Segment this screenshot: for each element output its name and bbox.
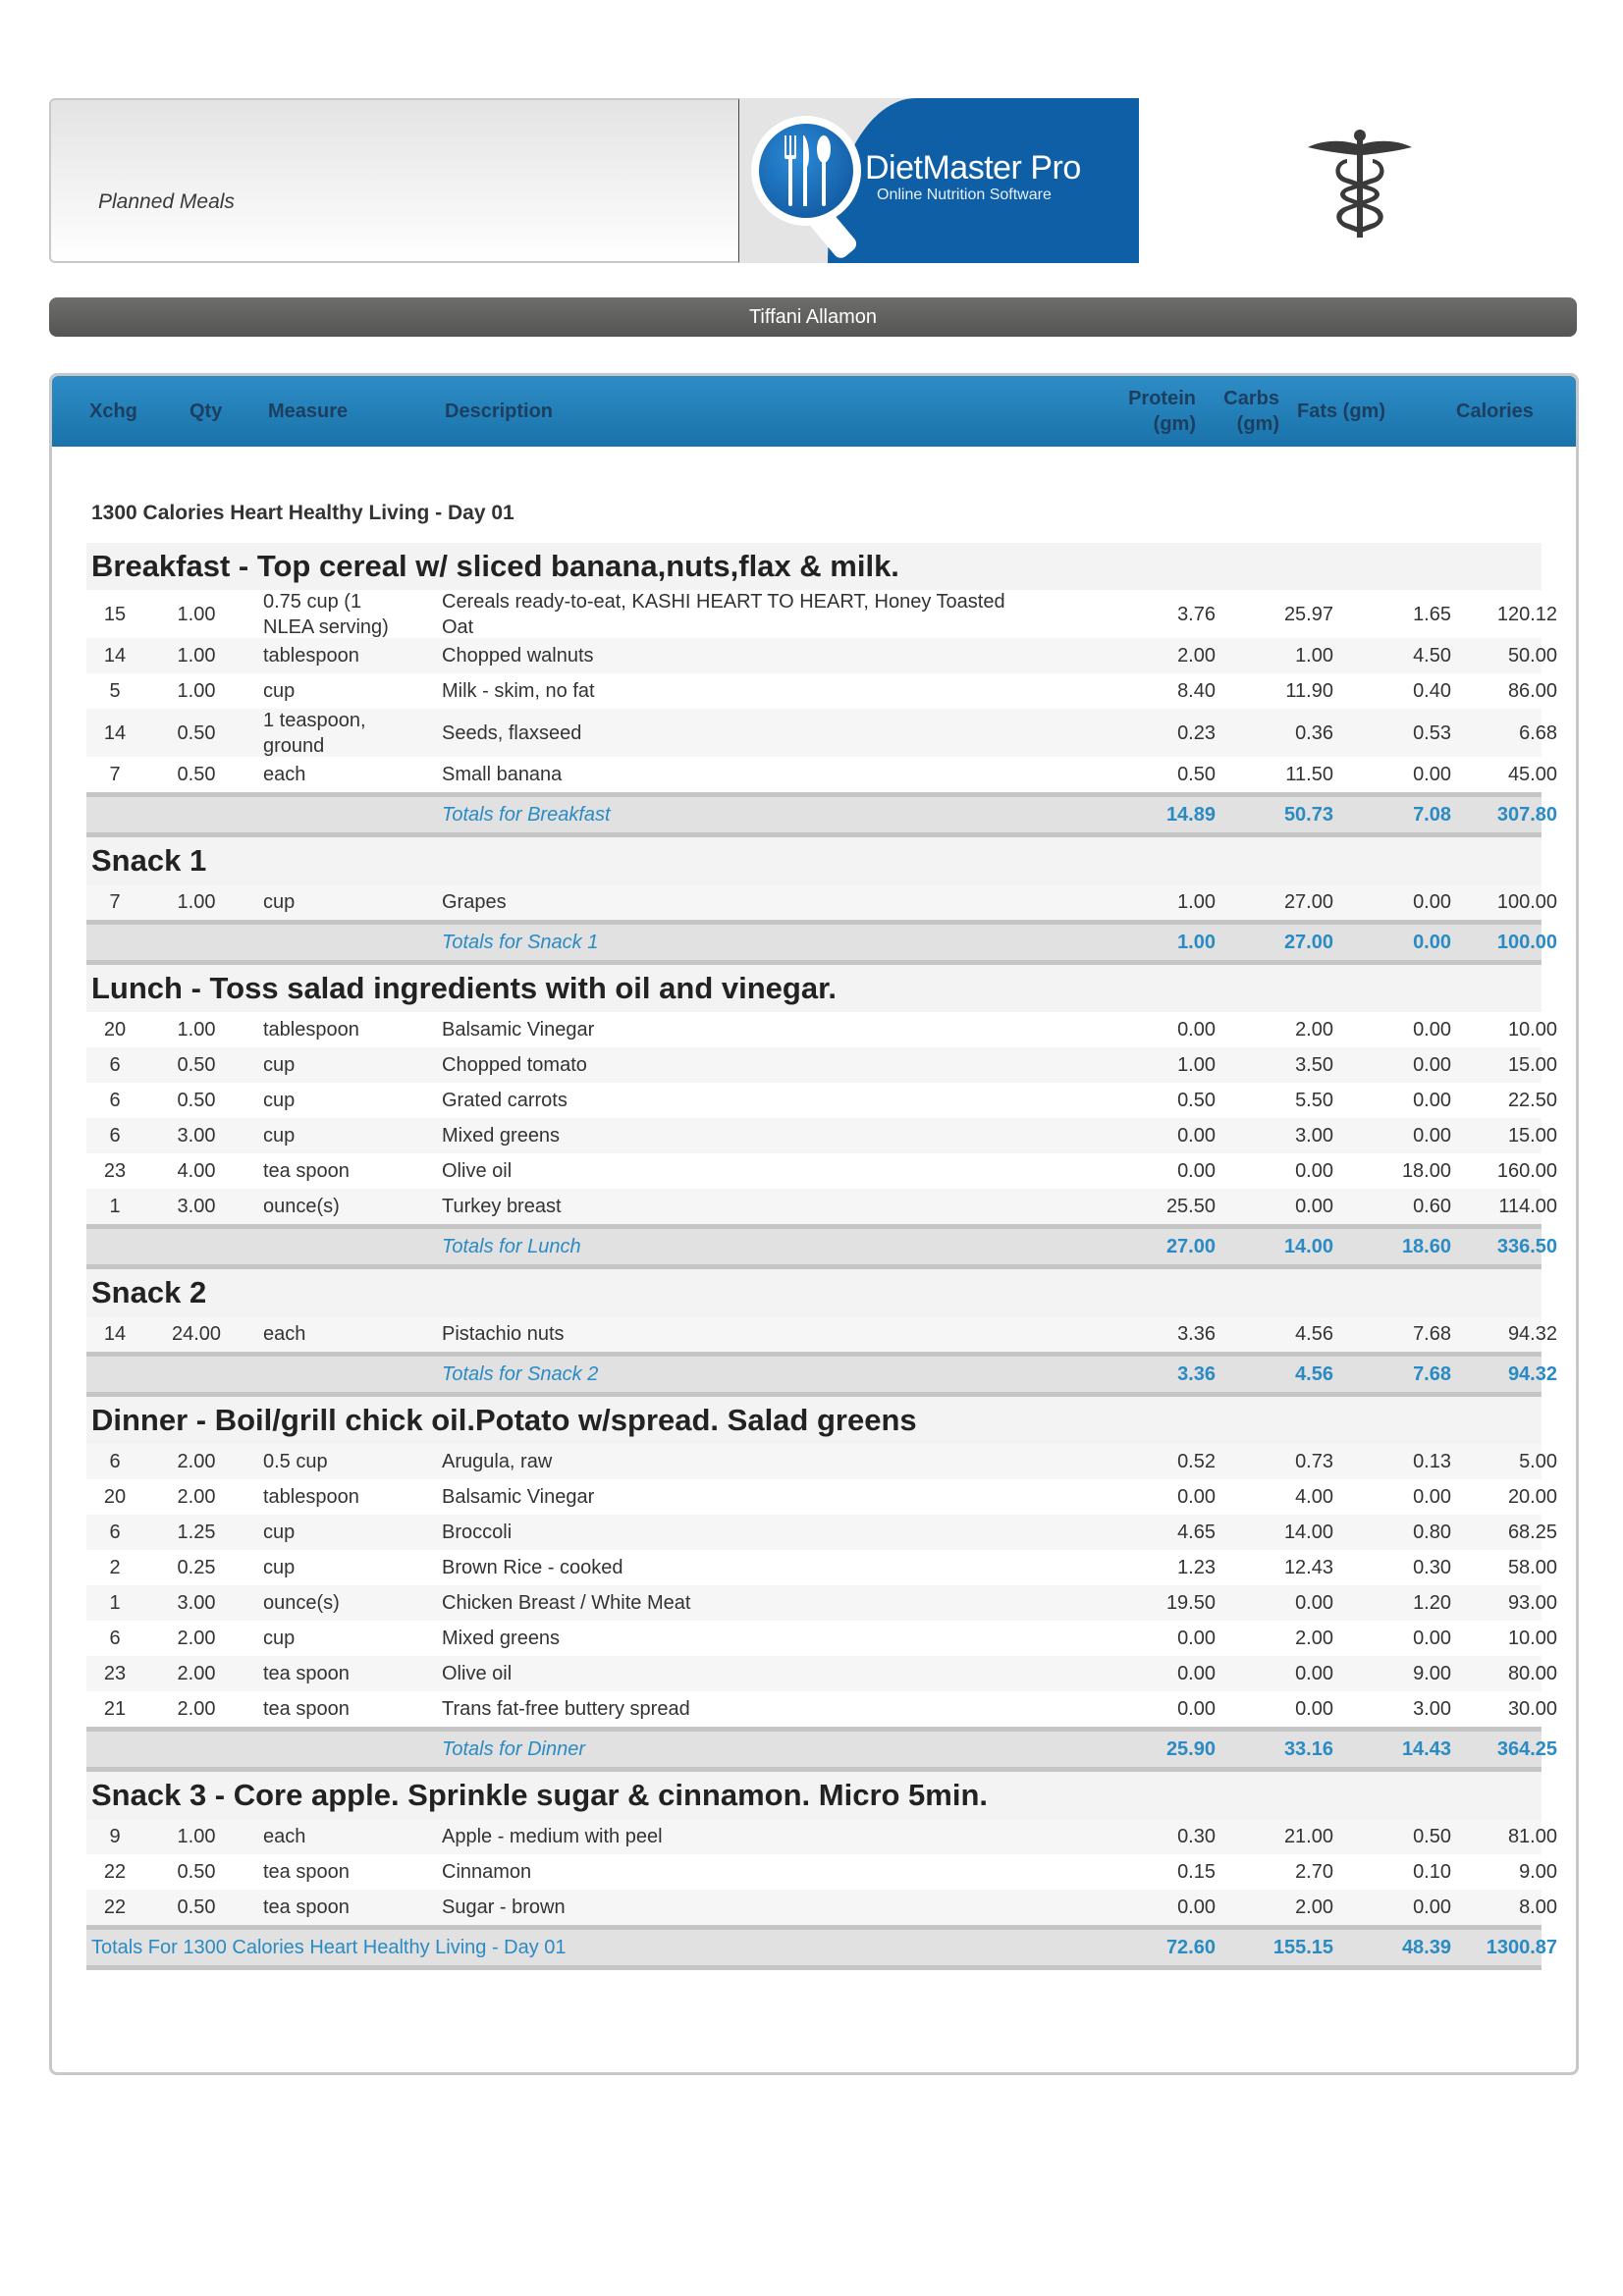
food-row: [86, 1890, 1557, 1925]
meal-totals-row: [86, 920, 1557, 965]
cell-fats: 0.80: [1413, 1522, 1451, 1543]
cell-description: Cereals ready-to-eat, KASHI HEART TO HEART, Honey Toasted Oat: [442, 590, 1005, 638]
cell-calories: 10.00: [1507, 1019, 1557, 1041]
cell-protein: 0.50: [1177, 1090, 1216, 1111]
cell-description: Pistachio nuts: [442, 1323, 565, 1345]
cell-qty: 1.00: [177, 1826, 216, 1847]
cell-xchg: 6: [109, 1054, 121, 1076]
column-header-measure: Measure: [268, 400, 349, 422]
cell-calories: 50.00: [1507, 645, 1557, 667]
cell-description: Balsamic Vinegar: [442, 1486, 595, 1508]
cell-carbs: 2.70: [1295, 1861, 1333, 1883]
cell-description: Grapes: [442, 891, 507, 913]
cell-calories: 15.00: [1507, 1125, 1557, 1147]
cell-carbs: 0.00: [1295, 1663, 1333, 1684]
cell-description: Arugula, raw: [442, 1451, 553, 1472]
cell-measure: each: [263, 764, 306, 785]
totals-calories: 336.50: [1496, 1235, 1557, 1257]
cell-description: Mixed greens: [442, 1628, 561, 1649]
cell-qty: 0.25: [177, 1557, 216, 1578]
cell-fats: 0.00: [1413, 891, 1451, 913]
cell-description: Cinnamon: [442, 1861, 532, 1883]
food-row: [86, 1047, 1557, 1083]
food-row: [86, 1621, 1557, 1656]
food-row: [86, 1316, 1557, 1352]
food-row: [86, 673, 1557, 709]
cell-xchg: 6: [109, 1628, 121, 1649]
cell-protein: 0.00: [1177, 1698, 1216, 1720]
cell-qty: 1.00: [177, 1019, 216, 1041]
cell-protein: 0.00: [1177, 1486, 1216, 1508]
cell-fats: 1.65: [1413, 603, 1451, 625]
cell-xchg: 20: [103, 1019, 127, 1041]
grand-totals-carbs: 155.15: [1272, 1936, 1333, 1958]
caduceus-icon: [1306, 126, 1414, 241]
cell-description: Chopped tomato: [442, 1054, 587, 1076]
cell-qty: 0.50: [177, 1896, 216, 1918]
cell-xchg: 2: [109, 1557, 121, 1578]
grand-totals-row: [86, 1925, 1557, 1970]
cell-protein: 3.76: [1177, 603, 1216, 625]
cell-measure: each: [263, 1323, 306, 1345]
cell-qty: 1.00: [177, 603, 216, 625]
cell-qty: 2.00: [177, 1628, 216, 1649]
cell-fats: 7.68: [1413, 1323, 1451, 1345]
cell-measure: 1 teaspoon, ground: [263, 709, 366, 757]
cell-carbs: 11.50: [1285, 764, 1333, 785]
cell-calories: 114.00: [1498, 1196, 1557, 1217]
cell-measure: cup: [263, 1054, 296, 1076]
cell-protein: 0.00: [1177, 1896, 1216, 1918]
cell-fats: 0.00: [1413, 1896, 1451, 1918]
cell-protein: 0.00: [1177, 1628, 1216, 1649]
cell-fats: 0.13: [1413, 1451, 1451, 1472]
cell-calories: 20.00: [1507, 1486, 1557, 1508]
table-header: [52, 376, 1576, 447]
meal-plan-table: [49, 373, 1579, 2075]
cell-qty: 2.00: [177, 1698, 216, 1720]
column-header-carbs: Carbs (gm): [1223, 388, 1279, 435]
food-row: [86, 1819, 1557, 1854]
cell-qty: 1.00: [177, 645, 216, 667]
food-row: [86, 884, 1557, 920]
totals-fats: 14.43: [1401, 1737, 1451, 1760]
cell-protein: 0.00: [1177, 1019, 1216, 1041]
food-row: [86, 1479, 1557, 1515]
cell-carbs: 3.00: [1295, 1125, 1333, 1147]
cell-description: Apple - medium with peel: [442, 1826, 663, 1847]
food-row: [86, 1854, 1557, 1890]
food-row: [86, 1118, 1557, 1153]
cell-calories: 5.00: [1519, 1451, 1557, 1472]
meal-heading: [86, 1269, 1542, 1316]
cell-measure: each: [263, 1826, 306, 1847]
totals-protein: 1.00: [1177, 931, 1216, 953]
meal-title: Snack 2: [91, 1275, 207, 1309]
cell-description: Turkey breast: [442, 1196, 562, 1217]
cell-fats: 0.40: [1413, 680, 1451, 702]
cell-xchg: 9: [109, 1826, 121, 1847]
food-row: [86, 1189, 1557, 1224]
cell-qty: 24.00: [171, 1323, 222, 1345]
cell-carbs: 2.00: [1295, 1896, 1333, 1918]
meal-totals-row: [86, 1727, 1557, 1772]
client-name-bar: Tiffani Allamon: [49, 297, 1577, 337]
totals-calories: 100.00: [1496, 931, 1557, 953]
cell-carbs: 1.00: [1295, 645, 1333, 667]
totals-protein: 14.89: [1165, 803, 1216, 826]
cell-qty: 0.50: [177, 1054, 216, 1076]
cell-xchg: 6: [109, 1522, 121, 1543]
column-header-qty: Qty: [189, 400, 223, 422]
cell-description: Broccoli: [442, 1522, 513, 1543]
dietmaster-logo: [739, 98, 1139, 263]
cell-xchg: 23: [103, 1160, 127, 1182]
cell-measure: cup: [263, 1125, 296, 1147]
grand-totals-fats: 48.39: [1401, 1936, 1451, 1958]
cell-carbs: 3.50: [1295, 1054, 1333, 1076]
cell-fats: 0.00: [1413, 1486, 1451, 1508]
food-row: [86, 1444, 1557, 1479]
cell-carbs: 5.50: [1295, 1090, 1333, 1111]
cell-calories: 80.00: [1507, 1663, 1557, 1684]
cell-fats: 0.60: [1413, 1196, 1451, 1217]
cell-xchg: 14: [103, 645, 127, 667]
meal-title: Snack 1: [91, 843, 207, 878]
cell-protein: 0.52: [1177, 1451, 1216, 1472]
cell-qty: 2.00: [177, 1486, 216, 1508]
cell-protein: 0.15: [1177, 1861, 1216, 1883]
cell-protein: 19.50: [1165, 1592, 1216, 1614]
cell-description: Chicken Breast / White Meat: [442, 1592, 691, 1614]
cell-fats: 0.10: [1413, 1861, 1451, 1883]
cell-carbs: 4.00: [1295, 1486, 1333, 1508]
cell-xchg: 5: [109, 680, 121, 702]
column-header-calories: Calories: [1456, 400, 1534, 422]
report-header: [49, 98, 1139, 263]
cell-qty: 1.00: [177, 891, 216, 913]
cell-calories: 15.00: [1507, 1054, 1557, 1076]
cell-fats: 0.00: [1413, 1019, 1451, 1041]
grand-totals-calories: 1300.87: [1486, 1936, 1557, 1958]
cell-fats: 0.50: [1413, 1826, 1451, 1847]
cell-carbs: 14.00: [1283, 1522, 1333, 1543]
cell-protein: 1.00: [1177, 1054, 1216, 1076]
cell-calories: 9.00: [1519, 1861, 1557, 1883]
cell-description: Mixed greens: [442, 1125, 561, 1147]
cell-measure: tea spoon: [263, 1698, 350, 1720]
food-row: [86, 1083, 1557, 1118]
totals-carbs: 27.00: [1283, 931, 1333, 953]
cell-fats: 18.00: [1401, 1160, 1451, 1182]
header-title-panel: [49, 98, 739, 263]
cell-xchg: 14: [103, 721, 127, 744]
cell-protein: 1.23: [1177, 1557, 1216, 1578]
food-row: [86, 1691, 1557, 1727]
cell-measure: tea spoon: [263, 1861, 350, 1883]
cell-carbs: 0.00: [1295, 1592, 1333, 1614]
plan-title: 1300 Calories Heart Healthy Living - Day 01: [91, 502, 514, 524]
cell-calories: 8.00: [1519, 1896, 1557, 1918]
cell-carbs: 12.43: [1283, 1557, 1333, 1578]
cell-fats: 4.50: [1413, 645, 1451, 667]
cell-carbs: 0.00: [1295, 1196, 1333, 1217]
totals-protein: 27.00: [1165, 1235, 1216, 1257]
totals-calories: 307.80: [1496, 803, 1557, 826]
cell-xchg: 20: [103, 1486, 127, 1508]
cell-fats: 0.00: [1413, 764, 1451, 785]
cell-qty: 3.00: [177, 1592, 216, 1614]
cell-description: Olive oil: [442, 1160, 513, 1182]
cell-qty: 1.25: [177, 1522, 216, 1543]
cell-calories: 81.00: [1507, 1826, 1557, 1847]
cell-measure: cup: [263, 1522, 296, 1543]
column-header-protein: Protein (gm): [1128, 388, 1196, 435]
cell-protein: 0.23: [1177, 721, 1216, 744]
cell-measure: tablespoon: [263, 645, 359, 667]
cell-protein: 4.65: [1177, 1522, 1216, 1543]
cell-protein: 2.00: [1177, 645, 1216, 667]
cell-measure: tablespoon: [263, 1486, 359, 1508]
cell-qty: 3.00: [177, 1125, 216, 1147]
cell-carbs: 2.00: [1295, 1628, 1333, 1649]
cell-measure: ounce(s): [263, 1196, 340, 1217]
totals-calories: 364.25: [1496, 1737, 1557, 1760]
cell-measure: tablespoon: [263, 1019, 359, 1041]
cell-description: Balsamic Vinegar: [442, 1019, 595, 1041]
column-header-description: Description: [445, 400, 554, 422]
cell-qty: 0.50: [177, 1090, 216, 1111]
cell-xchg: 7: [109, 764, 121, 785]
cell-fats: 0.00: [1413, 1125, 1451, 1147]
cell-xchg: 21: [103, 1698, 127, 1720]
cell-protein: 0.00: [1177, 1663, 1216, 1684]
meal-title: Snack 3 - Core apple. Sprinkle sugar & cinnamon. Micro 5min.: [91, 1778, 989, 1812]
cell-fats: 1.20: [1413, 1592, 1451, 1614]
cell-fats: 3.00: [1413, 1698, 1451, 1720]
meal-totals-row: [86, 1352, 1557, 1397]
totals-calories: 94.32: [1507, 1362, 1557, 1385]
cell-qty: 1.00: [177, 680, 216, 702]
totals-protein: 25.90: [1165, 1737, 1216, 1760]
cell-measure: cup: [263, 680, 296, 702]
cell-calories: 160.00: [1496, 1160, 1557, 1182]
cell-fats: 9.00: [1413, 1663, 1451, 1684]
totals-label: Totals for Dinner: [442, 1737, 585, 1760]
cell-calories: 100.00: [1496, 891, 1557, 913]
cell-protein: 0.50: [1177, 764, 1216, 785]
cell-qty: 0.50: [177, 764, 216, 785]
totals-fats: 7.68: [1413, 1362, 1451, 1385]
cell-measure: ounce(s): [263, 1592, 340, 1614]
totals-label: Totals for Breakfast: [442, 803, 611, 826]
column-header-xchg: Xchg: [89, 400, 137, 422]
brand-name: DietMaster Pro: [865, 149, 1081, 187]
totals-fats: 18.60: [1401, 1235, 1451, 1257]
cell-calories: 6.68: [1519, 721, 1557, 744]
cell-qty: 0.50: [177, 1861, 216, 1883]
food-row: [86, 1656, 1557, 1691]
food-row: [86, 1515, 1557, 1550]
cell-xchg: 23: [103, 1663, 127, 1684]
grand-totals-label: Totals For 1300 Calories Heart Healthy Living - Day 01: [91, 1936, 567, 1958]
cell-description: Grated carrots: [442, 1090, 568, 1111]
cell-carbs: 21.00: [1283, 1826, 1333, 1847]
totals-fats: 0.00: [1413, 931, 1451, 953]
cell-calories: 10.00: [1507, 1628, 1557, 1649]
cell-description: Olive oil: [442, 1663, 513, 1684]
column-header-fats: Fats (gm): [1297, 400, 1385, 422]
cell-measure: 0.5 cup: [263, 1451, 328, 1472]
cell-measure: 0.75 cup (1 NLEA serving): [263, 590, 389, 638]
cell-qty: 0.50: [177, 721, 216, 744]
cell-protein: 25.50: [1165, 1196, 1216, 1217]
cell-calories: 120.12: [1496, 603, 1557, 625]
cell-description: Milk - skim, no fat: [442, 680, 595, 702]
cell-measure: cup: [263, 1090, 296, 1111]
totals-fats: 7.08: [1413, 803, 1451, 826]
page-title: Planned Meals: [98, 190, 235, 213]
totals-protein: 3.36: [1177, 1362, 1216, 1385]
meal-title: Breakfast - Top cereal w/ sliced banana,nuts,flax & milk.: [91, 549, 899, 583]
totals-carbs: 50.73: [1283, 803, 1333, 826]
totals-carbs: 4.56: [1295, 1362, 1333, 1385]
cell-description: Sugar - brown: [442, 1896, 566, 1918]
cell-fats: 0.00: [1413, 1090, 1451, 1111]
cell-xchg: 22: [103, 1896, 127, 1918]
totals-label: Totals for Snack 1: [442, 931, 599, 953]
food-row: [86, 1012, 1557, 1047]
cell-xchg: 1: [109, 1196, 121, 1217]
cell-description: Chopped walnuts: [442, 645, 594, 667]
meal-heading: [86, 543, 1542, 590]
meal-heading: [86, 1772, 1542, 1819]
cell-calories: 30.00: [1507, 1698, 1557, 1720]
cell-calories: 22.50: [1507, 1090, 1557, 1111]
fork-knife-spoon-icon: [781, 133, 836, 208]
cell-xchg: 22: [103, 1861, 127, 1883]
totals-carbs: 33.16: [1283, 1737, 1333, 1760]
cell-carbs: 0.73: [1295, 1451, 1333, 1472]
cell-protein: 8.40: [1177, 680, 1216, 702]
food-row: [86, 638, 1557, 673]
cell-qty: 2.00: [177, 1663, 216, 1684]
cell-description: Trans fat-free buttery spread: [442, 1698, 690, 1720]
cell-qty: 4.00: [177, 1160, 216, 1182]
totals-label: Totals for Lunch: [442, 1235, 581, 1257]
cell-fats: 0.53: [1413, 721, 1451, 744]
cell-measure: cup: [263, 1557, 296, 1578]
cell-measure: tea spoon: [263, 1663, 350, 1684]
cell-calories: 68.25: [1507, 1522, 1557, 1543]
cell-measure: cup: [263, 1628, 296, 1649]
meal-heading: [86, 1397, 1542, 1444]
meal-title: Dinner - Boil/grill chick oil.Potato w/spread. Salad greens: [91, 1403, 917, 1437]
cell-qty: 3.00: [177, 1196, 216, 1217]
cell-calories: 58.00: [1507, 1557, 1557, 1578]
meal-heading: [86, 837, 1542, 884]
brand-tagline: Online Nutrition Software: [877, 187, 1052, 203]
cell-carbs: 25.97: [1283, 603, 1333, 625]
cutlery-magnifier-icon: [751, 116, 861, 226]
meal-heading: [86, 965, 1542, 1012]
food-row: [86, 1153, 1557, 1189]
cell-xchg: 15: [103, 603, 127, 625]
meal-title: Lunch - Toss salad ingredients with oil and vinegar.: [91, 971, 838, 1005]
cell-protein: 0.00: [1177, 1160, 1216, 1182]
cell-carbs: 4.56: [1295, 1323, 1333, 1345]
cell-measure: cup: [263, 891, 296, 913]
cell-description: Seeds, flaxseed: [442, 721, 582, 744]
cell-xchg: 6: [109, 1125, 121, 1147]
cell-fats: 0.30: [1413, 1557, 1451, 1578]
cell-protein: 0.00: [1177, 1125, 1216, 1147]
cell-fats: 0.00: [1413, 1628, 1451, 1649]
meal-totals-row: [86, 792, 1557, 837]
cell-xchg: 1: [109, 1592, 121, 1614]
grand-totals-protein: 72.60: [1165, 1936, 1216, 1958]
cell-xchg: 7: [109, 891, 121, 913]
cell-protein: 1.00: [1177, 891, 1216, 913]
cell-measure: tea spoon: [263, 1896, 350, 1918]
food-row: [86, 709, 1557, 757]
cell-calories: 94.32: [1507, 1323, 1557, 1345]
cell-carbs: 2.00: [1295, 1019, 1333, 1041]
cell-carbs: 11.90: [1285, 680, 1333, 702]
cell-measure: tea spoon: [263, 1160, 350, 1182]
cell-calories: 45.00: [1507, 764, 1557, 785]
cell-protein: 3.36: [1177, 1323, 1216, 1345]
cell-calories: 93.00: [1507, 1592, 1557, 1614]
food-row: [86, 590, 1557, 638]
food-row: [86, 1585, 1557, 1621]
cell-carbs: 0.36: [1295, 721, 1333, 744]
food-row: [86, 1550, 1557, 1585]
cell-fats: 0.00: [1413, 1054, 1451, 1076]
cell-protein: 0.30: [1177, 1826, 1216, 1847]
cell-carbs: 0.00: [1295, 1160, 1333, 1182]
cell-calories: 86.00: [1507, 680, 1557, 702]
cell-description: Small banana: [442, 764, 563, 785]
cell-xchg: 6: [109, 1451, 121, 1472]
cell-description: Brown Rice - cooked: [442, 1557, 623, 1578]
cell-carbs: 27.00: [1283, 891, 1333, 913]
totals-carbs: 14.00: [1283, 1235, 1333, 1257]
cell-carbs: 0.00: [1295, 1698, 1333, 1720]
meal-totals-row: [86, 1224, 1557, 1269]
totals-label: Totals for Snack 2: [442, 1362, 599, 1385]
cell-xchg: 14: [103, 1323, 127, 1345]
cell-qty: 2.00: [177, 1451, 216, 1472]
food-row: [86, 757, 1557, 792]
cell-xchg: 6: [109, 1090, 121, 1111]
